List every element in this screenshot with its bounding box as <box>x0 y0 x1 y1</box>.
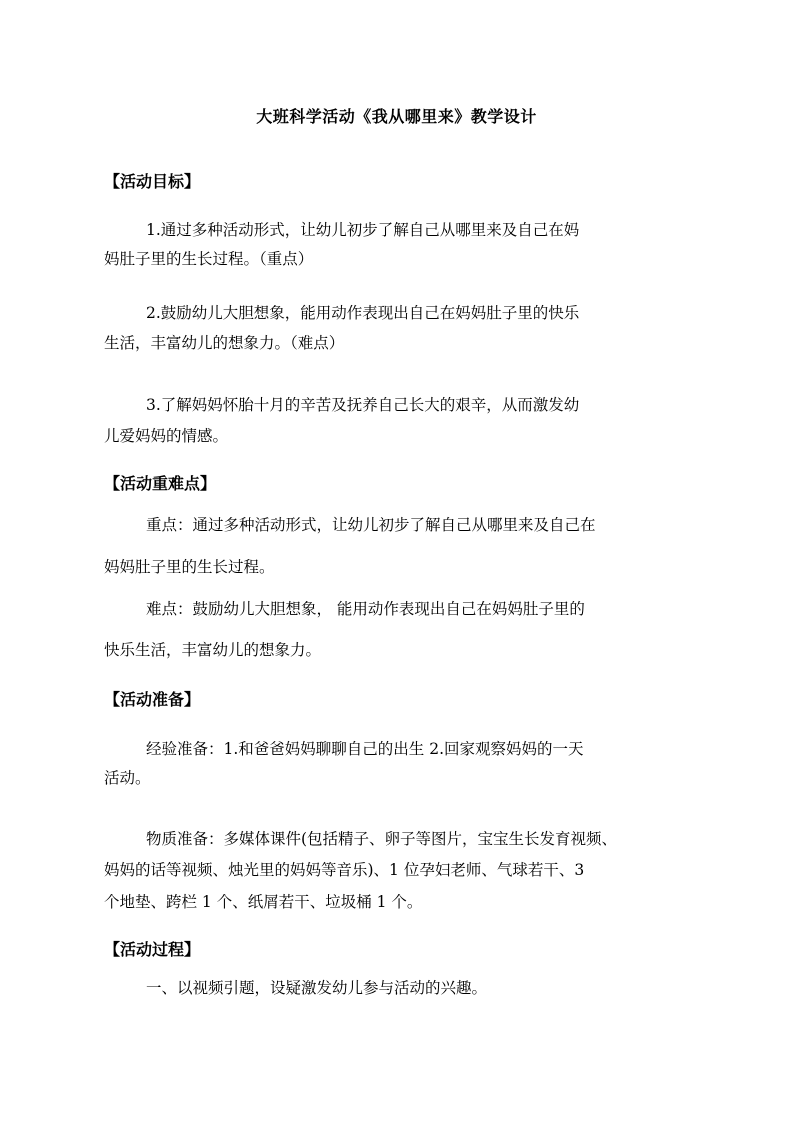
key-point-line-1: 重点：通过多种活动形式，让幼儿初步了解自己从哪里来及自己在 <box>146 516 596 534</box>
goal-item-1-line-2: 妈肚子里的生长过程。（重点） <box>104 250 314 268</box>
material-prep-line-1: 物质准备：多媒体课件(包括精子、卵子等图片，宝宝生长发育视频、 <box>146 830 618 848</box>
material-prep-line-3: 个地垫、跨栏 1 个、纸屑若干、垃圾桶 1 个。 <box>104 893 423 911</box>
goal-item-2-line-1: 2.鼓励幼儿大胆想象，能用动作表现出自己在妈妈肚子里的快乐 <box>146 304 580 322</box>
section-heading-goals: 【活动目标】 <box>104 172 201 191</box>
experience-prep-line-1: 经验准备：1.和爸爸妈妈聊聊自己的出生 2.回家观察妈妈的一天 <box>146 740 584 758</box>
difficult-point-line-2: 快乐生活，丰富幼儿的想象力。 <box>104 641 322 659</box>
goal-item-3-line-1: 3.了解妈妈怀胎十月的辛苦及抚养自己长大的艰辛，从而激发幼 <box>146 396 580 414</box>
section-heading-process: 【活动过程】 <box>104 940 201 959</box>
document-title: 大班科学活动《我从哪里来》教学设计 <box>256 107 537 126</box>
goal-item-1-line-1: 1.通过多种活动形式，让幼儿初步了解自己从哪里来及自己在妈 <box>146 221 580 239</box>
key-point-line-2: 妈妈肚子里的生长过程。 <box>104 558 275 576</box>
goal-item-3-line-2: 儿爱妈妈的情感。 <box>104 427 229 445</box>
difficult-point-line-1: 难点：鼓励幼儿大胆想象， 能用动作表现出自己在妈妈肚子里的 <box>146 600 585 618</box>
goal-item-2-line-2: 生活，丰富幼儿的想象力。（难点） <box>104 334 345 352</box>
process-step-1: 一、以视频引题，设疑激发幼儿参与活动的兴趣。 <box>146 979 488 997</box>
material-prep-line-2: 妈妈的话等视频、烛光里的妈妈等音乐)、1 位孕妇老师、气球若干、3 <box>104 861 585 879</box>
section-heading-preparation: 【活动准备】 <box>104 690 201 709</box>
experience-prep-line-2: 活动。 <box>104 769 151 787</box>
section-heading-key-points: 【活动重难点】 <box>104 474 217 493</box>
